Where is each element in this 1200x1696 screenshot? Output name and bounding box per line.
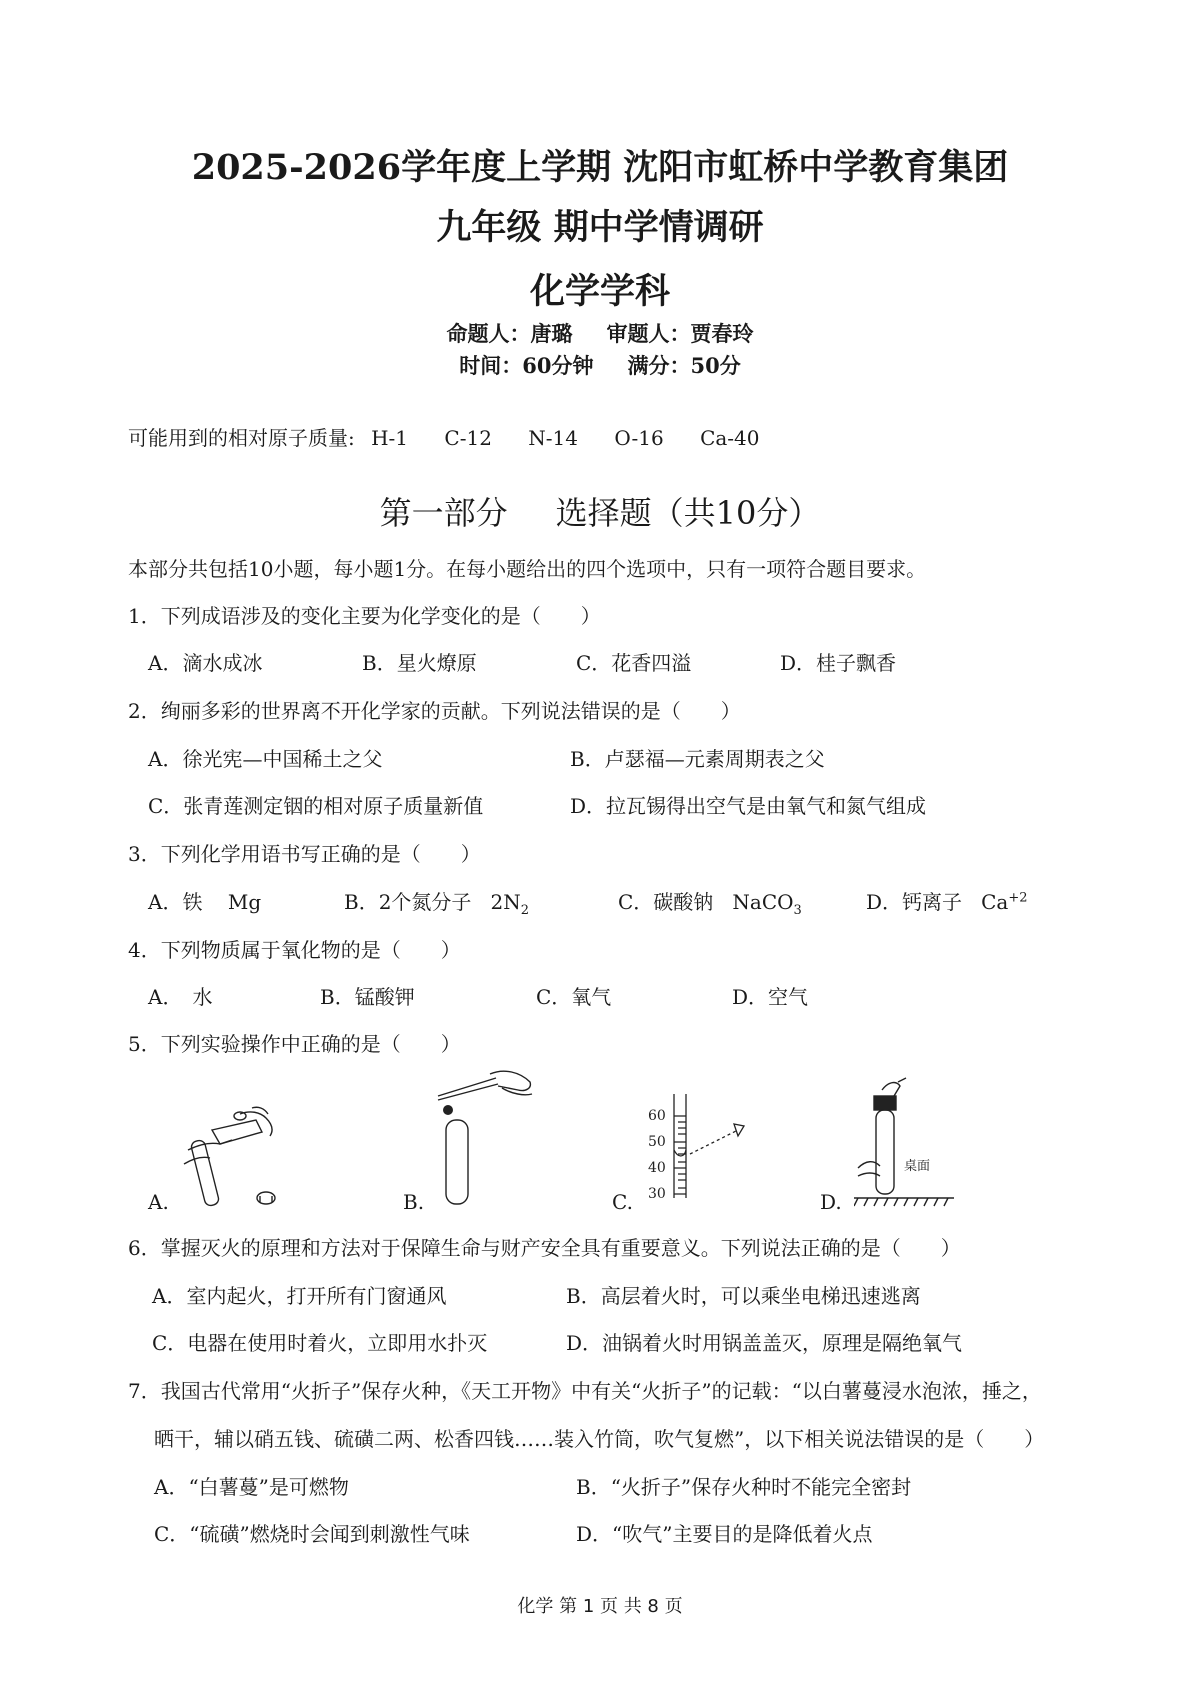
figure-inserting-stopper: [854, 1076, 954, 1208]
option-letter-text: D．钙离子: [866, 890, 963, 914]
atomic-mass-item: N-14: [528, 426, 578, 450]
formula-ca: [981, 890, 1027, 914]
question-7-option-b: B．“火折子”保存火种时不能完全密封: [576, 1475, 912, 1499]
exam-title-line1: 2025-2026学年度上学期 沈阳市虹桥中学教育集团: [191, 147, 1009, 188]
question-6-option-d: D．油锅着火时用锅盖盖灭，原理是隔绝氧气: [566, 1331, 963, 1355]
question-1-stem: 1．下列成语涉及的变化主要为化学变化的是（ ）: [128, 604, 601, 628]
question-7-option-d: D．“吹气”主要目的是降低着火点: [576, 1522, 873, 1546]
section-heading: [0, 488, 1200, 534]
question-5-option-a: A.: [148, 1190, 169, 1214]
formula-subscript: 2: [520, 903, 530, 918]
atomic-mass-item: C-12: [444, 426, 492, 450]
question-4-option-d: D．空气: [732, 985, 809, 1009]
subject-title: 化学学科: [529, 271, 670, 312]
atomic-masses-label: 可能用到的相对原子质量:: [128, 426, 355, 450]
formula-naco3: [732, 890, 802, 918]
formula-subscript: 3: [793, 903, 802, 918]
question-2-option-b: B．卢瑟福—元素周期表之父: [570, 747, 825, 771]
exam-title-line2: 九年级 期中学情调研: [436, 207, 764, 248]
reviewer-label: 审题人：贾春玲: [606, 321, 754, 346]
score-label: 满分：50分: [627, 353, 741, 378]
cylinder-tick-60: 60: [648, 1108, 666, 1124]
question-1-option-d: D．桂子飘香: [780, 651, 897, 675]
page-footer: 化学 第 1 页 共 8 页: [517, 1596, 683, 1617]
atomic-masses: [128, 422, 760, 451]
section-instructions: 本部分共包括10小题，每小题1分。在每小题给出的四个选项中，只有一项符合题目要求。: [128, 557, 927, 581]
question-2-option-c: C．张青莲测定铟的相对原子质量新值: [148, 794, 484, 818]
question-2-option-a: A．徐光宪—中国稀土之父: [148, 747, 383, 771]
question-6-option-c: C．电器在使用时着火，立即用水扑灭: [152, 1331, 488, 1355]
figure-graduated-cylinder: [644, 1092, 752, 1202]
atomic-mass-item: Ca-40: [700, 426, 760, 450]
question-4-stem: 4．下列物质属于氧化物的是（ ）: [128, 938, 461, 962]
question-3-option-b: [344, 886, 529, 918]
time-score-line: [0, 350, 1200, 380]
section-name: 选择题（共10分）: [555, 494, 821, 532]
question-7-stem-line1: 7．我国古代常用“火折子”保存火种，《天工开物》中有关“火折子”的记载：“以白薯蔓浸水泡浓，捶之，: [128, 1379, 1042, 1403]
question-4-option-b: B．锰酸钾: [320, 985, 415, 1009]
time-label: 时间：60分钟: [459, 353, 594, 378]
formula-mg: Mg: [227, 890, 262, 914]
formula-main: Ca: [981, 890, 1009, 914]
cylinder-tick-40: 40: [648, 1160, 666, 1176]
cylinder-tick-30: 30: [648, 1186, 666, 1202]
formula-superscript: +2: [1008, 890, 1028, 906]
question-7-stem-line2: 晒干，辅以硝五钱、硫磺二两、松香四钱……装入竹筒，吹气复燃”，以下相关说法错误的是（ ）: [154, 1427, 1045, 1451]
question-6-stem: 6．掌握灭火的原理和方法对于保障生命与财产安全具有重要意义。下列说法正确的是（ ）: [128, 1236, 961, 1260]
option-letter-text: B．2个氮分子: [344, 890, 472, 914]
question-1-option-b: B．星火燎原: [362, 651, 477, 675]
question-5-option-b: B.: [403, 1190, 425, 1214]
cylinder-tick-50: 50: [648, 1134, 666, 1150]
question-4-option-a: A． 水: [148, 985, 213, 1009]
figure-adding-solid: [432, 1068, 536, 1208]
option-letter-text: A．铁: [148, 890, 203, 914]
question-3-option-d: [866, 886, 1028, 915]
formula-2n2: [490, 890, 530, 918]
question-5-stem: 5．下列实验操作中正确的是（ ）: [128, 1032, 461, 1056]
question-2-stem: 2．绚丽多彩的世界离不开化学家的贡献。下列说法错误的是（ ）: [128, 699, 741, 723]
question-2-option-d: D．拉瓦锡得出空气是由氧气和氮气组成: [570, 794, 927, 818]
question-7-option-c: C．“硫磺”燃烧时会闻到刺激性气味: [154, 1522, 470, 1546]
question-3-option-a: [148, 886, 261, 915]
question-3-option-c: [618, 886, 802, 918]
question-6-option-a: A．室内起火，打开所有门窗通风: [152, 1284, 447, 1308]
question-1-option-a: A．滴水成冰: [148, 651, 263, 675]
formula-main: NaCO: [732, 890, 794, 914]
figure-pouring-liquid: [180, 1100, 290, 1212]
author-line: [0, 318, 1200, 348]
question-1-option-c: C．花香四溢: [576, 651, 692, 675]
question-4-option-c: C．氧气: [536, 985, 612, 1009]
atomic-mass-item: H-1: [371, 426, 409, 450]
formula-main: 2N: [490, 890, 521, 914]
question-6-option-b: B．高层着火时，可以乘坐电梯迅速逃离: [566, 1284, 921, 1308]
desk-label: 桌面: [904, 1159, 931, 1174]
option-letter-text: C．碳酸钠: [618, 890, 714, 914]
question-5-option-c: C.: [612, 1190, 633, 1214]
question-5-option-d: D.: [820, 1190, 842, 1214]
question-3-stem: 3．下列化学用语书写正确的是（ ）: [128, 842, 481, 866]
section-part: 第一部分: [379, 494, 508, 532]
setter-label: 命题人：唐璐: [446, 321, 573, 346]
atomic-mass-item: O-16: [614, 426, 664, 450]
question-7-option-a: A．“白薯蔓”是可燃物: [154, 1475, 349, 1499]
